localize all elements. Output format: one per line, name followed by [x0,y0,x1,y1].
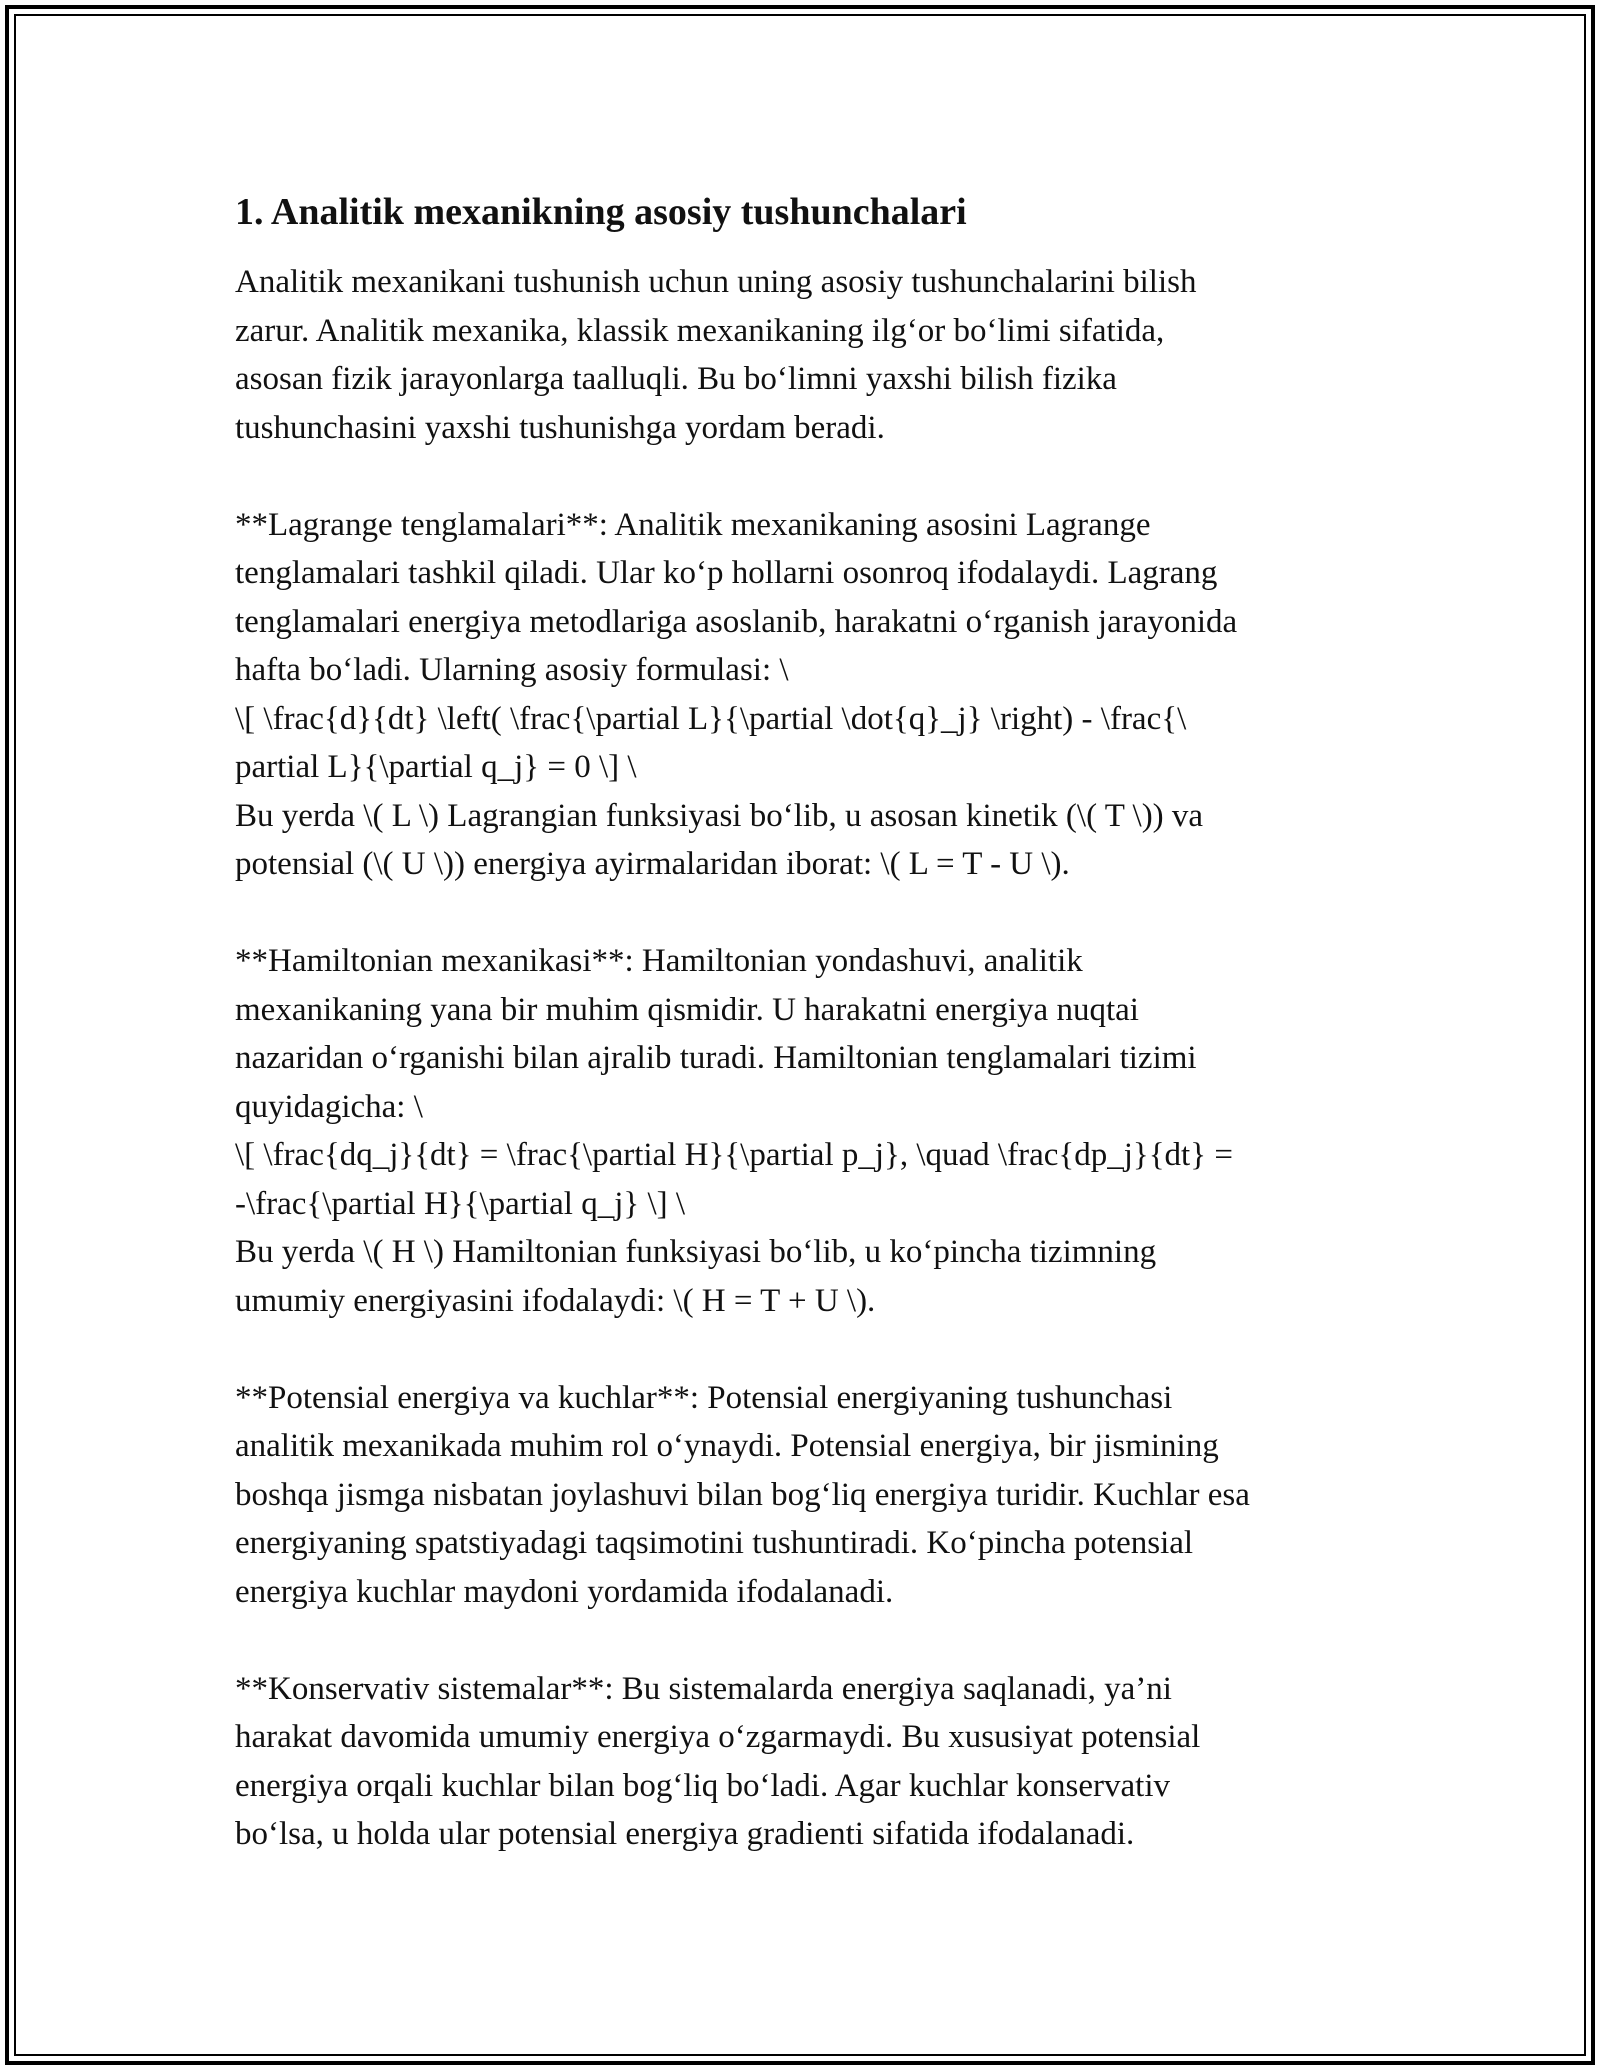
paragraph-conservative-systems [235,1665,1370,1859]
text-line: zarur. Analitik mexanika, klassik mexanikaning ilg‘or bo‘limi sifatida, [235,312,1165,349]
text-line: Bu yerda \( H \) Hamiltonian funksiyasi bo‘lib, u ko‘pincha tizimning [235,1234,1157,1270]
text-line: nazaridan o‘rganishi bilan ajralib turadi. Hamiltonian tenglamalari tizimi [235,1040,1197,1076]
text-line: **Potensial energiya va kuchlar**: Potensial energiyaning tushunchasi [235,1379,1173,1416]
text-line: energiya kuchlar maydoni yordamida ifodalanadi. [235,1573,894,1610]
text-line: energiyaning spatstiyadagi taqsimotini tushuntiradi. Ko‘pincha potensial [235,1525,1194,1561]
paragraph-hamiltonian [235,937,1370,1325]
formula-line: -\frac{\partial H}{\partial q_j} \] \ [235,1185,686,1222]
document-body [235,186,1370,1859]
text-line: hafta bo‘ladi. Ularning asosiy formulasi: \ [235,652,789,688]
text-line: tenglamalari energiya metodlariga asoslanib, harakatni o‘rganish jarayonida [235,603,1238,640]
text-line: **Konservativ sistemalar**: Bu sistemalarda energiya saqlanadi, ya’ni [235,1670,1172,1707]
text-line: boshqa jismga nisbatan joylashuvi bilan bog‘liq energiya turidir. Kuchlar esa [235,1476,1250,1513]
text-line: potensial (\( U \)) energiya ayirmalaridan iborat: \( L = T - U \). [235,846,1070,882]
text-line: tushunchasini yaxshi tushunishga yordam beradi. [235,409,885,446]
paragraph-potential-energy [235,1374,1370,1617]
text-line: harakat davomida umumiy energiya o‘zgarmaydi. Bu xususiyat potensial [235,1719,1201,1755]
text-line: **Hamiltonian mexanikasi**: Hamiltonian yondashuvi, analitik [235,943,1083,979]
formula-line: \[ \frac{dq_j}{dt} = \frac{\partial H}{\partial p_j}, \quad \frac{dp_j}{dt} = [235,1137,1233,1173]
text-line: asosan fizik jarayonlarga taalluqli. Bu bo‘limni yaxshi bilish fizika [235,361,1117,397]
text-line: bo‘lsa, u holda ular potensial energiya gradienti sifatida ifodalanadi. [235,1816,1135,1852]
paragraph-intro [235,258,1370,452]
formula-line: \[ \frac{d}{dt} \left( \frac{\partial L}{\partial \dot{q}_j} \right) - \frac{\ [235,700,1187,737]
text-line: analitik mexanikada muhim rol o‘ynaydi. Potensial energiya, bir jismining [235,1428,1219,1464]
text-line: umumiy energiyasini ifodalaydi: \( H = T + U \). [235,1282,876,1319]
text-line: Analitik mexanikani tushunish uchun uning asosiy tushunchalarini bilish [235,264,1197,300]
text-line: **Lagrange tenglamalari**: Analitik mexanikaning asosini Lagrange [235,506,1151,543]
text-line: quyidagicha: \ [235,1088,423,1125]
paragraph-lagrange [235,501,1370,889]
formula-line: partial L}{\partial q_j} = 0 \] \ [235,749,637,785]
text-line: Bu yerda \( L \) Lagrangian funksiyasi bo‘lib, u asosan kinetik (\( T \)) va [235,797,1204,834]
section-heading: 1. Analitik mexanikning asosiy tushunchalari [235,191,967,233]
text-line: mexanikaning yana bir muhim qismidir. U harakatni energiya nuqtai [235,991,1139,1028]
text-line: energiya orqali kuchlar bilan bog‘liq bo‘ladi. Agar kuchlar konservativ [235,1767,1171,1804]
text-line: tenglamalari tashkil qiladi. Ular ko‘p hollarni osonroq ifodalaydi. Lagrang [235,555,1218,591]
